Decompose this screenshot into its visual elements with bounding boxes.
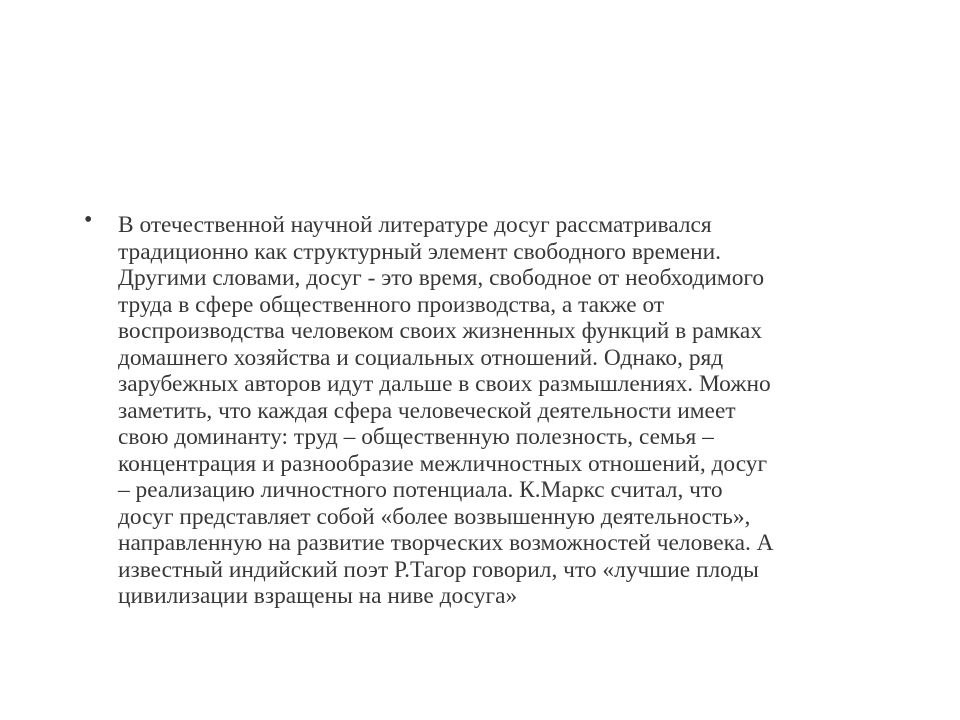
paragraph-line: воспроизводства человеком своих жизненных функций в рамках <box>118 318 763 344</box>
paragraph-line: традиционно как структурный элемент свободного времени. <box>118 238 722 265</box>
paragraph-line: домашнего хозяйства и социальных отношений. Однако, ряд <box>118 344 724 371</box>
paragraph-line: Другими словами, досуг - это время, свободное от необходимого <box>118 265 765 291</box>
paragraph-line: известный индийский поэт Р.Тагор говорил, что «лучшие плоды <box>118 556 759 583</box>
paragraph-line: зарубежных авторов идут дальше в своих размышлениях. Можно <box>118 371 771 397</box>
paragraph-line: свою доминанту: труд – общественную полезность, семья – <box>118 424 714 450</box>
paragraph-line: досуг представляет собой «более возвышенную деятельность», <box>118 503 751 530</box>
paragraph-line: цивилизации взращены на ниве досуга» <box>118 583 518 609</box>
bullet-paragraph <box>118 212 878 610</box>
paragraph-line: заметить, что каждая сфера человеческой деятельности имеет <box>118 397 736 424</box>
paragraph-line: – реализацию личностного потенциала. К.Маркс считал, что <box>118 477 723 503</box>
paragraph-line: труда в сфере общественного производства, а также от <box>118 291 665 318</box>
paragraph-line: направленную на развитие творческих возможностей человека. А <box>118 530 774 556</box>
paragraph-line: концентрация и разнообразие межличностных отношений, досуг <box>118 450 768 477</box>
paragraph-line: В отечественной научной литературе досуг рассматривался <box>118 212 712 238</box>
bullet-point-icon: • <box>84 207 93 233</box>
